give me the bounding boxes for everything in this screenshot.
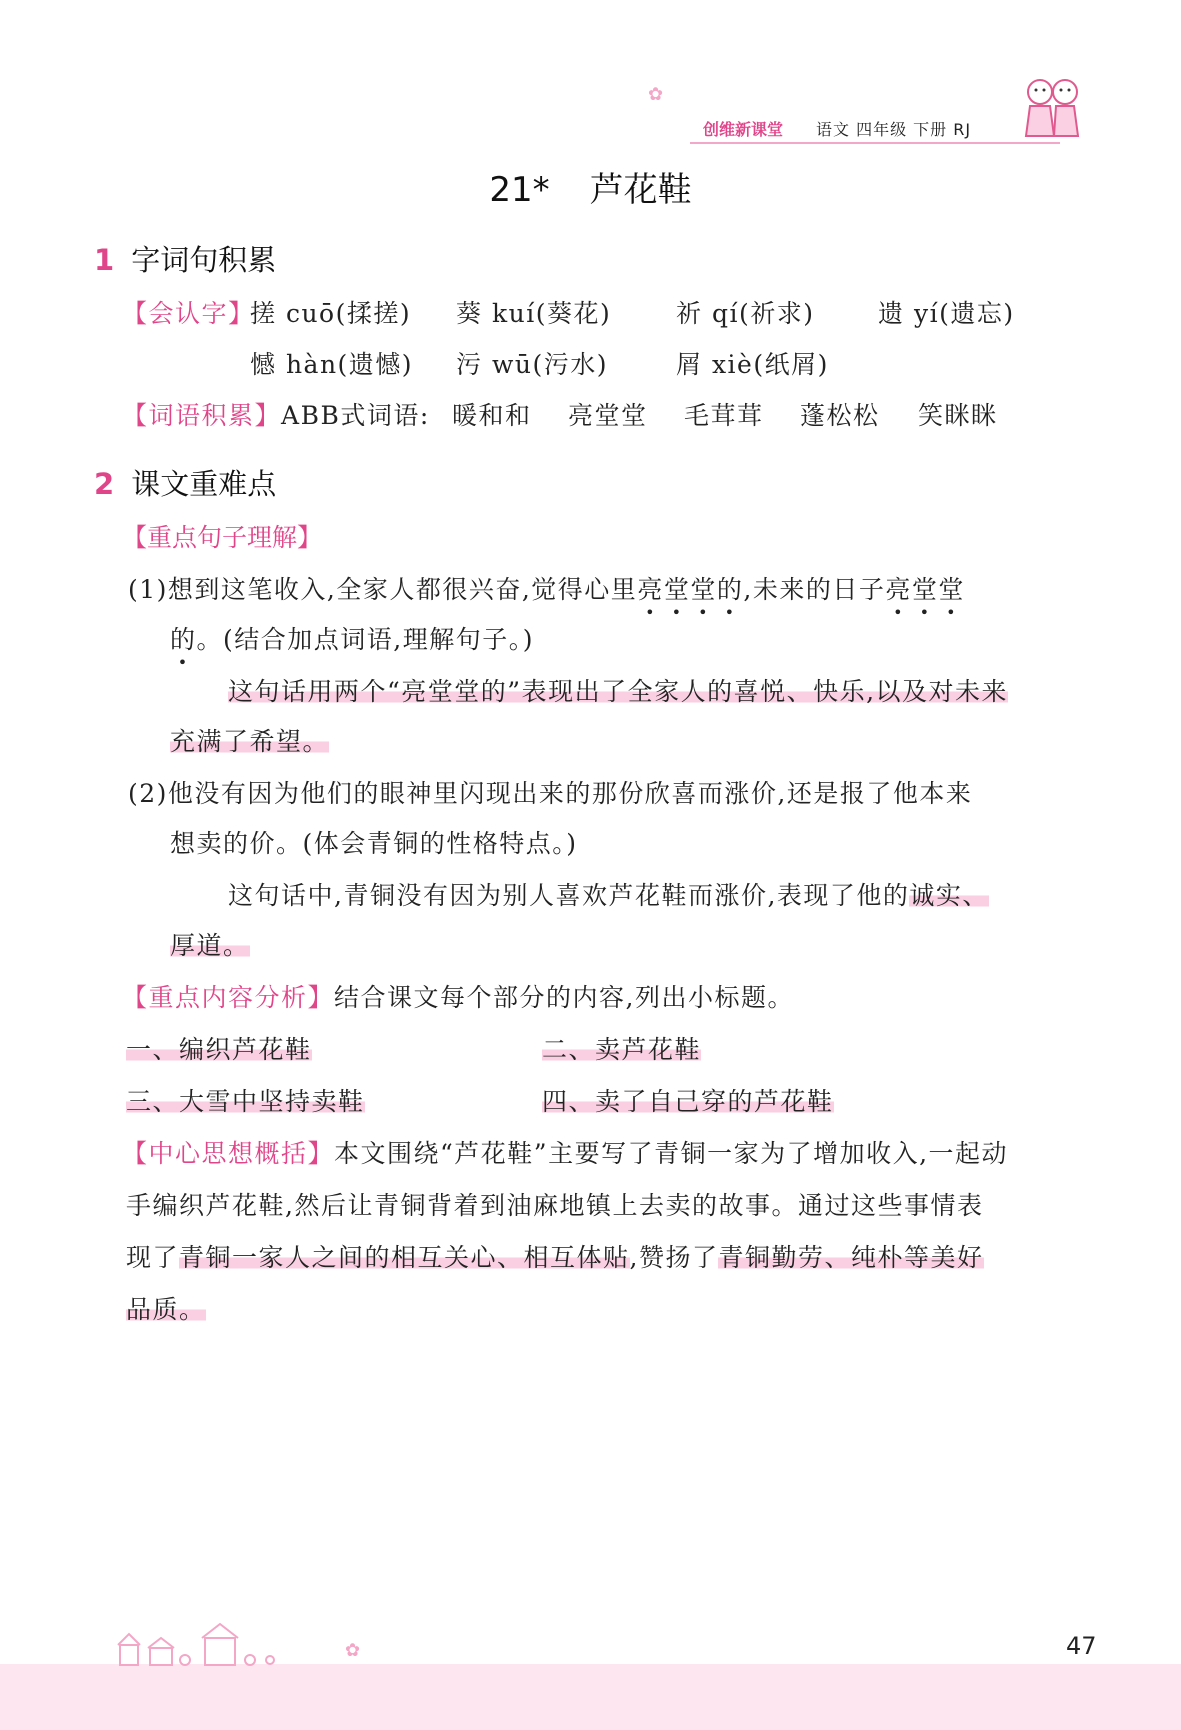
header-divider <box>690 142 1060 144</box>
word-item: 亮堂堂 <box>568 401 648 430</box>
course-label: 语文 四年级 下册 RJ <box>816 120 972 139</box>
central-idea-text: 现了 <box>126 1243 180 1272</box>
dotted-char: 亮 <box>885 575 912 604</box>
content-analysis-tag: 【重点内容分析】 <box>122 983 335 1012</box>
dotted-char: 的 <box>170 625 197 654</box>
sparkle-icon: ✿ <box>648 84 664 105</box>
dotted-char: 堂 <box>690 575 717 604</box>
q2-answer-line-1 <box>228 876 989 912</box>
central-idea-line-2: 手编织芦花鞋,然后让青铜背着到油麻地镇上去卖的故事。通过这些事情表 <box>126 1191 984 1220</box>
words-tag: 【词语积累】 <box>122 401 282 430</box>
content-analysis-text: 结合课文每个部分的内容,列出小标题。 <box>334 983 794 1012</box>
brand-name: 创维新课堂 <box>703 120 784 139</box>
dotted-char: 亮 <box>637 575 664 604</box>
central-idea-line-3 <box>126 1238 984 1274</box>
cartoon-kids-icon <box>1010 70 1090 150</box>
vocab-char: 屑 xiè(纸屑) <box>676 350 829 379</box>
subtitle-text: 三、大雪中坚持卖鞋 <box>126 1087 365 1116</box>
section-2-heading <box>94 462 276 503</box>
q1-answer-line-2 <box>170 722 329 758</box>
dotted-char: 的 <box>716 575 744 604</box>
q1-answer-cont: 充满了希望。 <box>170 727 330 756</box>
dotted-char: 堂 <box>663 575 691 604</box>
q2-answer: 这句话中,青铜没有因为别人喜欢芦花鞋而涨价,表现了他的 <box>228 881 910 910</box>
central-idea-highlight: 青铜勤劳、纯朴等美好 <box>718 1243 984 1272</box>
central-idea-highlight: 青铜一家人之间的相互关心、相互体贴 <box>179 1243 630 1272</box>
vocab-char: 搓 cuō(揉搓) <box>250 299 412 328</box>
q2-line-1: (2)他没有因为他们的眼神里闪现出来的那份欣喜而涨价,还是报了他本来 <box>128 779 973 808</box>
subtitle-text: 二、卖芦花鞋 <box>542 1035 702 1064</box>
central-idea-tag: 【中心思想概括】 <box>122 1139 335 1168</box>
lesson-title <box>0 162 1181 211</box>
q1-answer-line-1 <box>228 672 1008 708</box>
sparkle-icon: ✿ <box>345 1640 361 1661</box>
lesson-number: 21* <box>489 170 550 210</box>
central-idea-text: ,赞扬了 <box>629 1243 719 1272</box>
subtitle-text: 四、卖了自己穿的芦花鞋 <box>542 1087 834 1116</box>
dotted-char: 堂 <box>938 575 965 604</box>
section-number: 1 <box>94 243 115 277</box>
subtitle-item <box>542 1030 701 1066</box>
q1-line-2 <box>170 620 534 656</box>
subtitle-item <box>126 1030 312 1066</box>
q1-text-b: ,未来的日子 <box>743 575 886 604</box>
q1-instruction: 。(结合加点词语,理解句子。) <box>196 625 534 654</box>
q1-text-a: (1)想到这笔收入,全家人都很兴奋,觉得心里 <box>128 575 638 604</box>
central-idea-line-1 <box>122 1134 1008 1170</box>
vocab-char: 污 wū(污水) <box>456 350 608 379</box>
subtitle-item <box>542 1082 834 1118</box>
vocab-char: 葵 kuí(葵花) <box>456 299 612 328</box>
words-intro: ABB式词语: <box>281 401 430 430</box>
word-item: 蓬松松 <box>800 401 880 430</box>
central-idea-highlight: 品质。 <box>126 1295 206 1324</box>
dotted-char: 堂 <box>911 575 939 604</box>
section-number: 2 <box>94 467 115 501</box>
page-number: 47 <box>1066 1632 1097 1660</box>
central-idea-text: 本文围绕“芦花鞋”主要写了青铜一家为了增加收入,一起动 <box>334 1139 1009 1168</box>
word-item: 笑眯眯 <box>918 401 998 430</box>
central-idea-line-4 <box>126 1290 206 1326</box>
vocab-char: 祈 qí(祈求) <box>676 299 815 328</box>
house-illustration-icon <box>110 1620 310 1670</box>
q2-answer-highlight: 诚实、 <box>909 881 989 910</box>
q2-answer-cont: 厚道。 <box>170 931 250 960</box>
words-row <box>122 396 430 432</box>
vocab-tag: 【会认字】 <box>122 299 255 328</box>
vocab-char: 遗 yí(遗忘) <box>878 299 1015 328</box>
section-title: 字词句积累 <box>131 243 277 277</box>
vocab-row-1 <box>122 294 255 330</box>
q2-line-2: 想卖的价。(体会青铜的性格特点。) <box>170 829 578 858</box>
q1-answer: 这句话用两个“亮堂堂的”表现出了全家人的喜悦、快乐,以及对未来 <box>228 677 1009 706</box>
section-title: 课文重难点 <box>131 467 277 501</box>
section-1-heading <box>94 238 276 279</box>
lesson-name: 芦花鞋 <box>589 170 692 210</box>
word-item: 毛茸茸 <box>684 401 764 430</box>
subtitle-text: 一、编织芦花鞋 <box>126 1035 312 1064</box>
footer-band <box>0 1664 1181 1730</box>
subtitle-item <box>126 1082 365 1118</box>
key-sentences-tag: 【重点句子理解】 <box>122 523 323 552</box>
content-analysis-row <box>122 978 794 1014</box>
q2-answer-line-2 <box>170 926 250 962</box>
vocab-char: 憾 hàn(遗憾) <box>250 350 414 379</box>
word-item: 暖和和 <box>452 401 532 430</box>
q1-line-1 <box>128 570 965 606</box>
